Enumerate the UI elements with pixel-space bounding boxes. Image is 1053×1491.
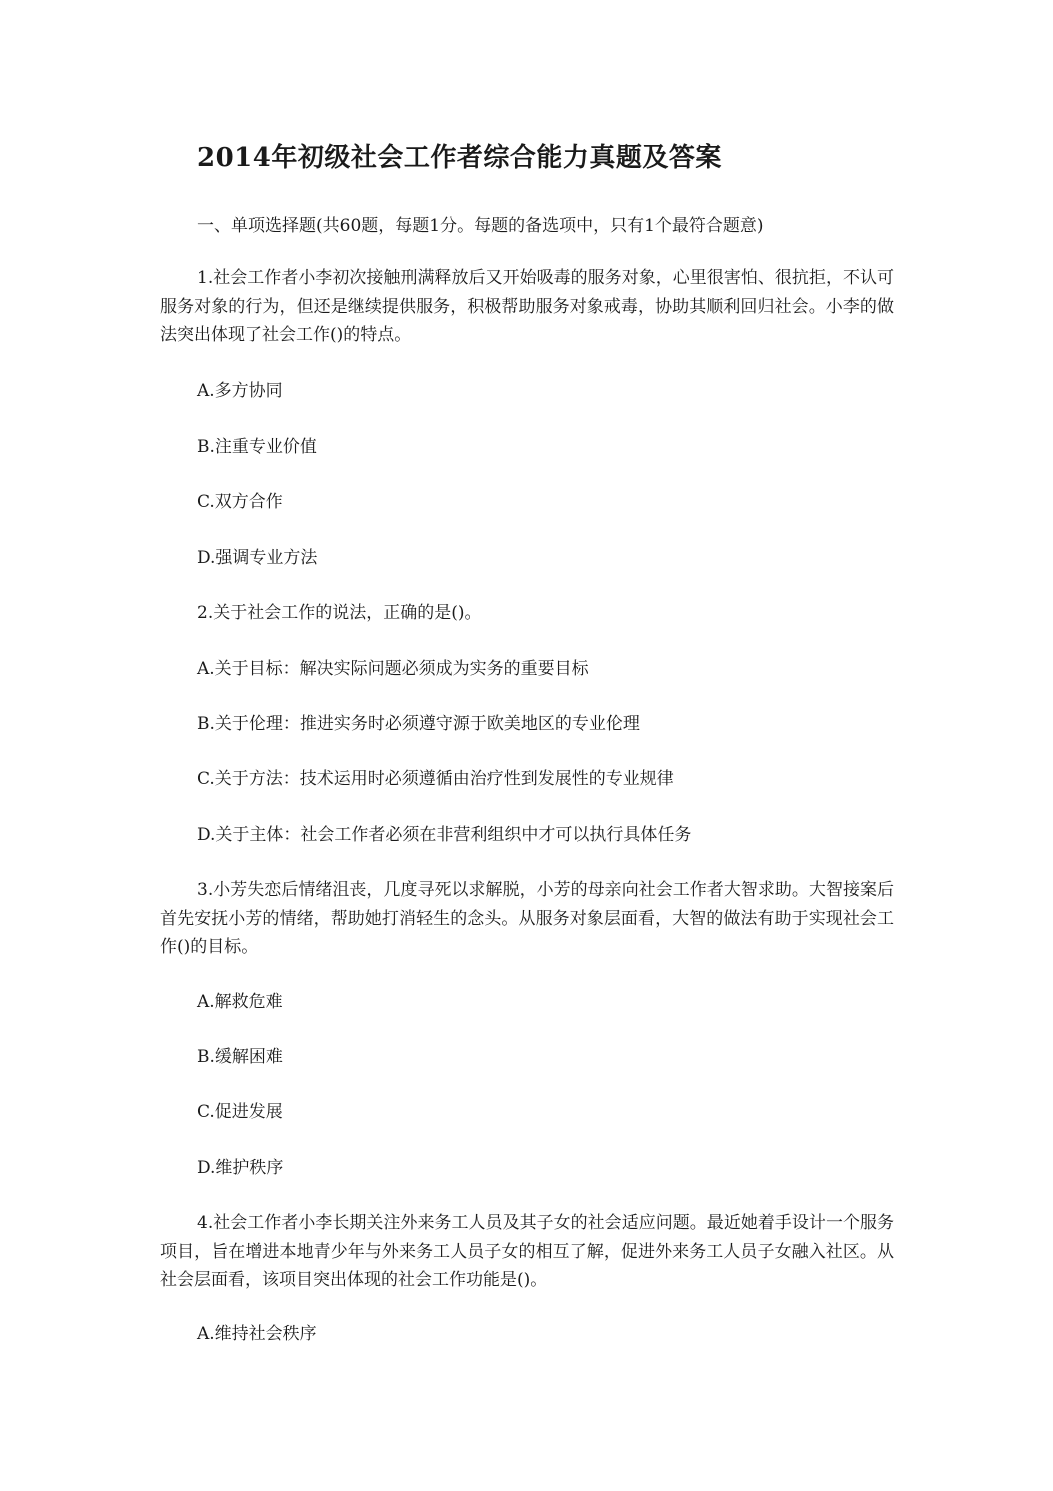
question-option: C.双方合作 xyxy=(197,492,283,512)
question-option: A.关于目标：解决实际问题必须成为实务的重要目标 xyxy=(197,659,589,679)
question-option: A.维持社会秩序 xyxy=(197,1324,317,1344)
question-option: C.促进发展 xyxy=(197,1102,283,1122)
question-option: B.注重专业价值 xyxy=(197,437,317,457)
question-option: B.缓解困难 xyxy=(197,1047,283,1067)
section-heading: 一、单项选择题(共60题，每题1分。每题的备选项中，只有1个最符合题意) xyxy=(197,216,764,236)
question-stem: 1.社会工作者小李初次接触刑满释放后又开始吸毒的服务对象，心里很害怕、很抗拒，不认可服务对象的行为，但还是继续提供服务，积极帮助服务对象戒毒，协助其顺利回归社会。小李的做法突出体现了社会工作()的特点。 xyxy=(160,268,894,345)
document-title: 2014年初级社会工作者综合能力真题及答案 xyxy=(197,143,722,173)
question-option: D.关于主体：社会工作者必须在非营利组织中才可以执行具体任务 xyxy=(197,825,692,845)
question-option: D.维护秩序 xyxy=(197,1158,284,1178)
question-option: D.强调专业方法 xyxy=(197,548,318,568)
question-option: A.解救危难 xyxy=(197,992,283,1012)
question-stem: 3.小芳失恋后情绪沮丧，几度寻死以求解脱，小芳的母亲向社会工作者大智求助。大智接案后首先安抚小芳的情绪，帮助她打消轻生的念头。从服务对象层面看，大智的做法有助于实现社会工作()的目标。 xyxy=(160,880,894,957)
question-stem: 4.社会工作者小李长期关注外来务工人员及其子女的社会适应问题。最近她着手设计一个服务项目，旨在增进本地青少年与外来务工人员子女的相互了解，促进外来务工人员子女融入社区。从社会层面看，该项目突出体现的社会工作功能是()。 xyxy=(160,1213,894,1290)
question-stem: 2.关于社会工作的说法，正确的是()。 xyxy=(197,603,482,623)
question-option: A.多方协同 xyxy=(197,381,283,401)
question-option: B.关于伦理：推进实务时必须遵守源于欧美地区的专业伦理 xyxy=(197,714,640,734)
question-option: C.关于方法：技术运用时必须遵循由治疗性到发展性的专业规律 xyxy=(197,769,674,789)
